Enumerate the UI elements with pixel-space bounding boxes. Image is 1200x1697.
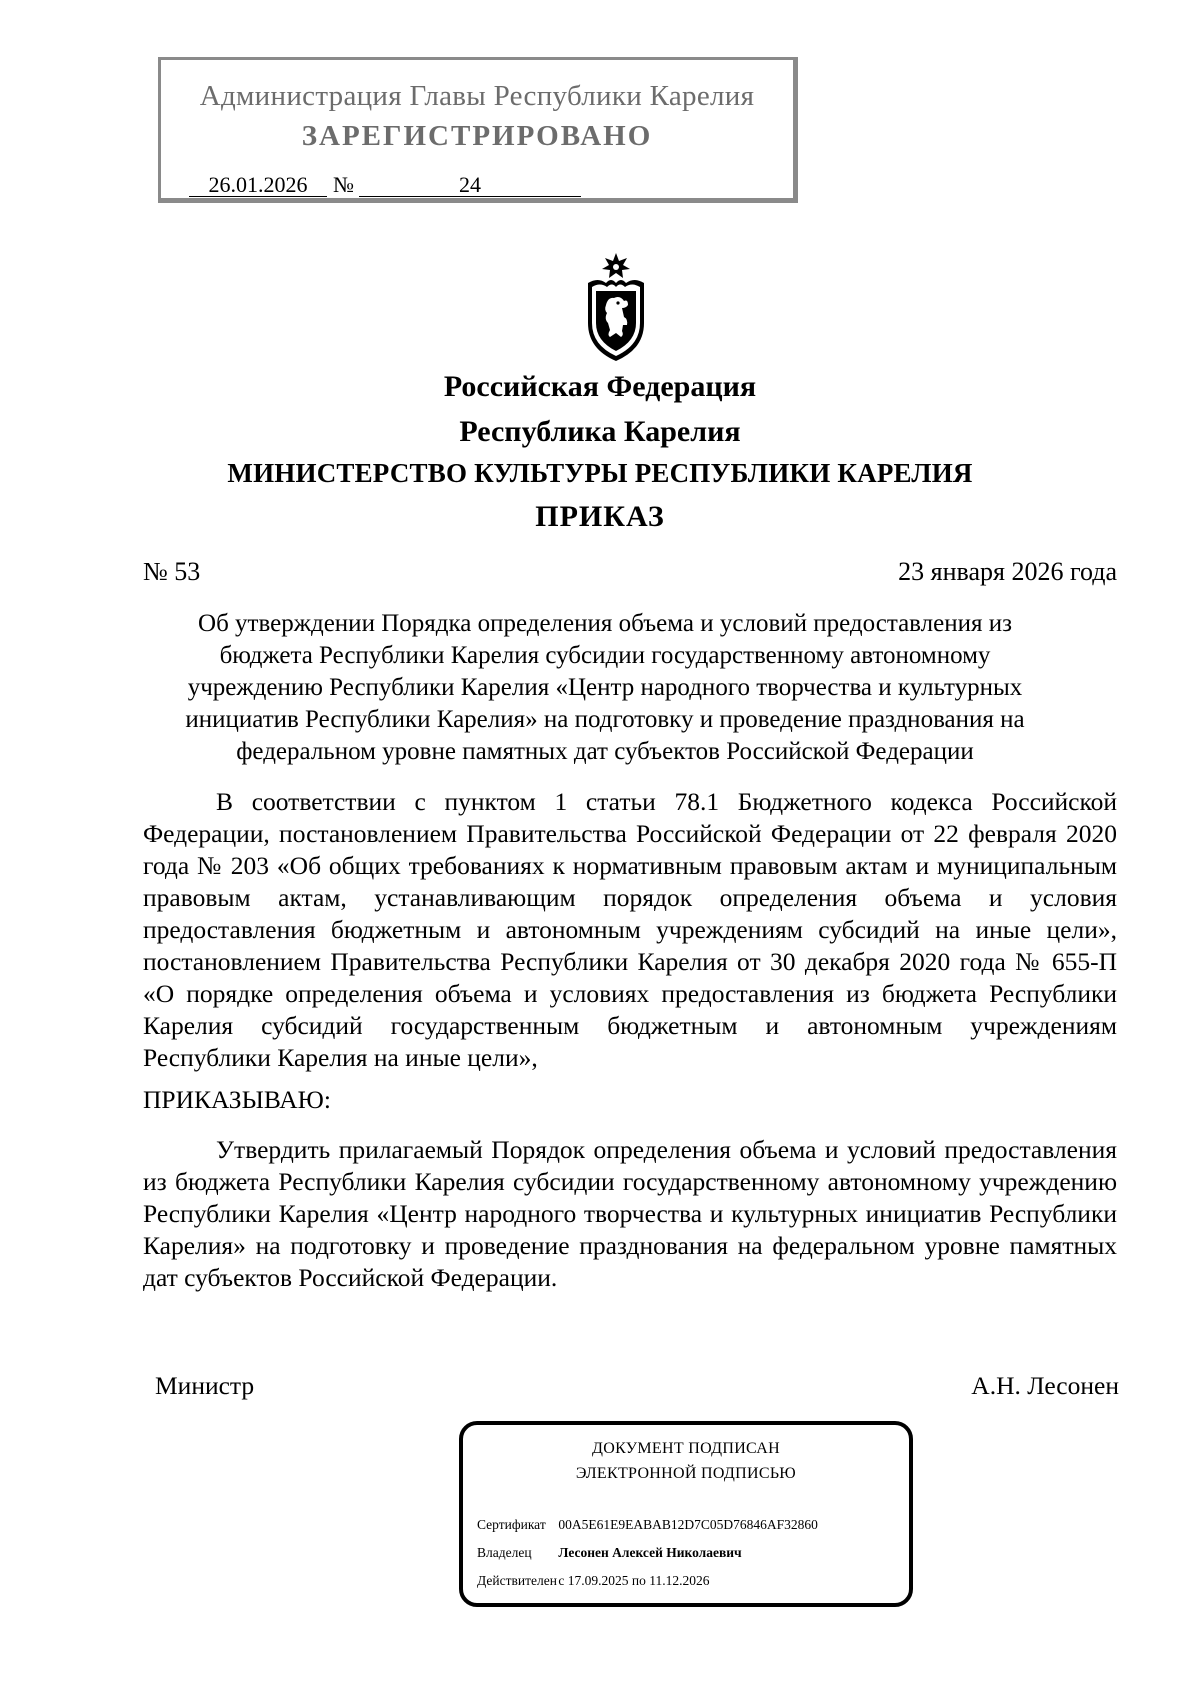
country-heading: Российская Федерация — [443, 370, 757, 403]
region-heading: Республика Карелия — [459, 415, 741, 448]
registration-date: 26.01.2026 — [189, 173, 327, 197]
esig-owner-value: Лесонен Алексей Николаевич — [558, 1545, 742, 1560]
registration-number: 24 — [359, 173, 581, 197]
signatory-title: Министр — [155, 1371, 255, 1400]
esig-certificate-row — [477, 1517, 818, 1533]
coat-of-arms-icon — [580, 253, 652, 365]
preamble-paragraph: В соответствии с пунктом 1 статьи 78.1 Бюджетного кодекса Российской Федерации, постановлением Правительства Российской Федерации от 22 февраля 2020 года № 203 «Об общих требованиях к нормативным правовым актам и муниципальным правовым актам, устанавливающим порядок определения объема и условия предоставления бюджетным и автономным учреждениям субсидий на иные цели», постановлением Правительства Республики Карелия от 30 декабря 2020 года № 655-П «О порядке определения объема и условиях предоставления из бюджета Республики Карелия субсидий государственным бюджетным и автономным учреждениям Республики Карелия на иные цели», — [143, 787, 1117, 1072]
registration-authority: Администрация Главы Республики Карелия — [199, 80, 755, 112]
esig-certificate-value: 00A5E61E9EABAB12D7C05D76846AF32860 — [558, 1517, 818, 1532]
esig-certificate-label: Сертификат — [477, 1517, 546, 1532]
order-subject: Об утверждении Порядка определения объема и условий предоставления из бюджета Республики Карелия субсидии государственному автономному учреждению Республики Карелия «Центр народного творчества и культурных инициатив Республики Карелия» на подготовку и проведение празднования на федеральном уровне памятных дат субъектов Российской Федерации — [185, 610, 1025, 765]
esig-validity-label: Действителен — [477, 1573, 557, 1588]
resolution-paragraph: Утвердить прилагаемый Порядок определения объема и условий предоставления из бюджета Республики Карелия субсидии государственному автономному учреждению Республики Карелия «Центр народного творчества и культурных инициатив Республики Карелия» на подготовку и проведение празднования на федеральном уровне памятных дат субъектов Российской Федерации. — [143, 1135, 1117, 1292]
signatory-name: А.Н. Лесонен — [971, 1371, 1119, 1400]
esig-owner-label: Владелец — [477, 1545, 532, 1560]
esig-heading-line1: ДОКУМЕНТ ПОДПИСАН — [592, 1440, 780, 1457]
decree-word: ПРИКАЗЫВАЮ: — [143, 1085, 331, 1114]
registration-status: ЗАРЕГИСТРИРОВАНО — [301, 120, 653, 152]
document-type-heading: ПРИКАЗ — [535, 500, 665, 533]
esig-validity-value: с 17.09.2025 по 11.12.2026 — [558, 1573, 710, 1588]
order-number: № 53 — [143, 557, 201, 586]
esig-validity-row — [477, 1573, 709, 1589]
registration-number-label: № — [333, 172, 354, 197]
registration-stamp — [158, 57, 798, 203]
ministry-heading: МИНИСТЕРСТВО КУЛЬТУРЫ РЕСПУБЛИКИ КАРЕЛИЯ — [227, 458, 973, 488]
electronic-signature-stamp — [459, 1421, 913, 1607]
esig-owner-row — [477, 1545, 742, 1561]
esig-heading-line2: ЭЛЕКТРОННОЙ ПОДПИСЬЮ — [575, 1465, 797, 1482]
order-date: 23 января 2026 года — [898, 557, 1117, 586]
